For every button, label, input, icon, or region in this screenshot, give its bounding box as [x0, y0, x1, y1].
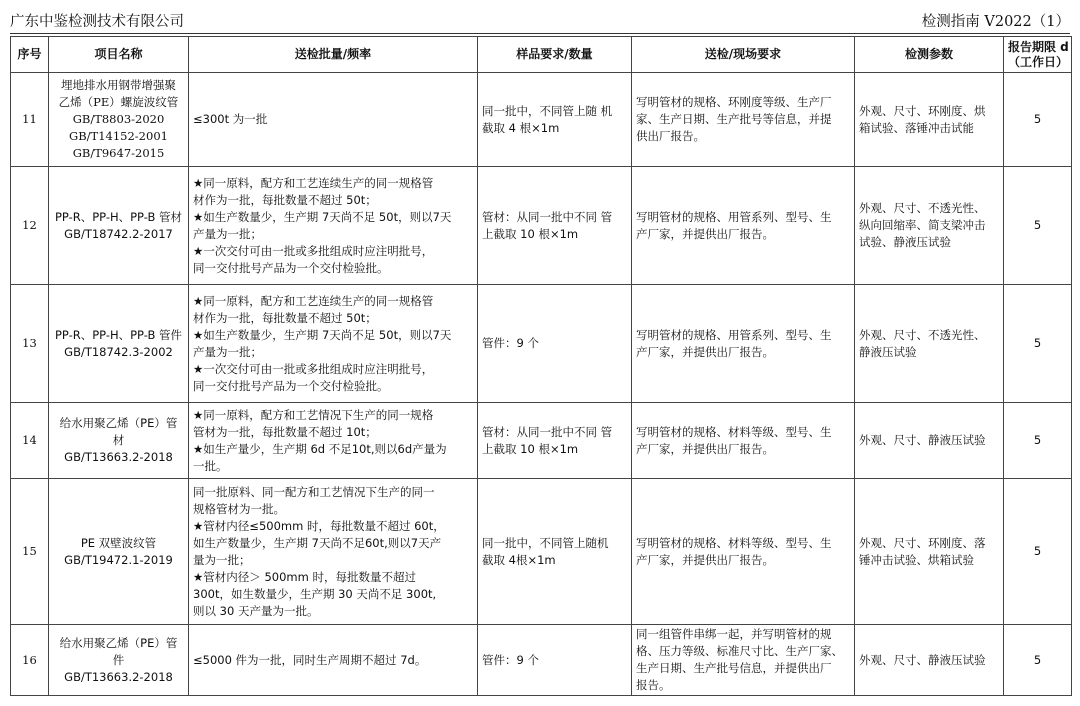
batch-frequency-line: ★同一原料，配方和工艺情况下生产的同一规格: [193, 407, 434, 422]
sample-requirement: [478, 73, 632, 167]
row-number: 13: [11, 285, 49, 403]
sample-requirement-line: 管件：9 个: [482, 652, 539, 667]
sample-requirement-line: 截取 4 根×1m: [482, 120, 560, 135]
submission-requirement: [632, 479, 855, 625]
table-row: [11, 73, 1072, 167]
test-parameters-line: 静液压试验: [859, 344, 917, 359]
batch-frequency-line: 如生产数量少，生产期 7天尚不足60t,则以7天产: [193, 535, 442, 550]
submission-requirement-line: 产厂家，并提供出厂报告。: [636, 344, 774, 359]
test-parameters-line: 纵向回缩率、简支梁冲击: [859, 218, 986, 232]
row-number: 16: [11, 625, 49, 696]
item-name-line: 件: [112, 652, 125, 667]
batch-frequency: [189, 285, 478, 403]
item-name: [49, 167, 189, 285]
sample-requirement-line: 管材：从同一批中不同 管: [482, 209, 613, 224]
item-name-line: 给水用聚乙烯（PE）管: [59, 416, 178, 430]
batch-frequency-line: ≤300t 为一批: [193, 112, 268, 126]
table-header-row: [11, 37, 1072, 73]
test-parameters: [855, 167, 1004, 285]
test-parameters: [855, 479, 1004, 625]
submission-requirement-line: 家、生产日期、生产批号等信息，并提: [636, 112, 832, 126]
item-name: [49, 403, 189, 479]
item-name-line: PP-R、PP-H、PP-B 管件: [54, 327, 183, 342]
test-parameters-line: 外观、尺寸、静液压试验: [859, 433, 986, 447]
inspection-table: [10, 36, 1072, 696]
row-number: 11: [11, 73, 49, 167]
col-header-days: 报告期限 d （工作日）: [1004, 37, 1072, 73]
submission-requirement-line: 产厂家，并提供出厂报告。: [636, 441, 774, 456]
batch-frequency: [189, 625, 478, 696]
batch-frequency-line: 300t，如生数量少，生产期 30 天尚不足 300t,: [193, 586, 437, 601]
submission-requirement-line: 写明管材的规格、环刚度等级、生产厂: [636, 95, 832, 109]
batch-frequency-line: 同一交付批号产品为一个交付检验批。: [193, 260, 389, 275]
batch-frequency-line: ★一次交付可由一批或多批组成时应注明批号，: [193, 361, 434, 376]
batch-frequency-line: 材作为一批，每批数量不超过 50t；: [193, 192, 377, 207]
submission-requirement-line: 写明管材的规格、用管系列、型号、生: [636, 209, 832, 224]
item-name: [49, 479, 189, 625]
sample-requirement-line: 同一批中，不同管上随机: [482, 535, 609, 550]
batch-frequency-line: 一批。: [193, 458, 228, 473]
row-number: 14: [11, 403, 49, 479]
item-name-line: GB/T13663.2-2018: [64, 669, 173, 684]
item-name-line: GB/T9647-2015: [72, 146, 165, 160]
submission-requirement-line: 产厂家，并提供出厂报告。: [636, 552, 774, 567]
item-name-line: PP-R、PP-H、PP-B 管材: [54, 209, 183, 224]
batch-frequency-line: 产量为一批；: [193, 226, 262, 241]
table-row: [11, 403, 1072, 479]
item-name-line: GB/T18742.2-2017: [64, 226, 173, 241]
col-header-no: 序号: [11, 37, 49, 73]
submission-requirement-line: 供出厂报告。: [636, 129, 705, 143]
guide-version: 检测指南 V2022（1）: [921, 14, 1070, 30]
sample-requirement: [478, 479, 632, 625]
table-row: [11, 479, 1072, 625]
table-row: [11, 625, 1072, 696]
sample-requirement: [478, 403, 632, 479]
batch-frequency: [189, 73, 478, 167]
batch-frequency-line: ★如生产数量少，生产期 7天尚不足 50t，则以7天: [193, 327, 452, 342]
report-days: 5: [1004, 285, 1072, 403]
table-row: [11, 167, 1072, 285]
test-parameters-line: 外观、尺寸、不透光性、: [859, 327, 986, 342]
test-parameters-line: 箱试验、落锤冲击试能: [859, 120, 974, 135]
item-name-line: PE 双壁波纹管: [80, 535, 157, 550]
test-parameters-line: 外观、尺寸、环刚度、落: [859, 535, 986, 550]
batch-frequency-line: 材作为一批，每批数量不超过 50t；: [193, 310, 377, 325]
submission-requirement-line: 写明管材的规格、用管系列、型号、生: [636, 327, 832, 342]
col-header-params: 检测参数: [855, 37, 1004, 73]
col-header-sample: 样品要求/数量: [478, 37, 632, 73]
submission-requirement: [632, 625, 855, 696]
col-header-batch: 送检批量/频率: [189, 37, 478, 73]
batch-frequency-line: ★如生产量少，生产期 6d 不足10t,则以6d产量为: [193, 441, 447, 456]
item-name-line: 乙烯（PE）螺旋波纹管: [58, 95, 179, 109]
batch-frequency-line: 同一交付批号产品为一个交付检验批。: [193, 378, 389, 393]
report-days: 5: [1004, 625, 1072, 696]
report-days: 5: [1004, 73, 1072, 167]
test-parameters-line: 外观、尺寸、环刚度、烘: [859, 103, 986, 118]
test-parameters: [855, 403, 1004, 479]
sample-requirement-line: 截取 4根×1m: [482, 552, 556, 567]
submission-requirement-line: 产厂家，并提供出厂报告。: [636, 226, 774, 241]
submission-requirement-line: 报告。: [636, 678, 671, 692]
submission-requirement-line: 生产日期、生产批号信息，并提供出厂: [636, 661, 832, 675]
sample-requirement-line: 同一批中，不同管上随 机: [482, 103, 613, 118]
batch-frequency-line: ★管材内径≤500mm 时，每批数量不超过 60t，: [193, 518, 445, 533]
batch-frequency-line: 管材为一批，每批数量不超过 10t；: [193, 424, 377, 439]
report-days: 5: [1004, 167, 1072, 285]
sample-requirement-line: 管件：9 个: [482, 336, 539, 350]
batch-frequency-line: ≤5000 件为一批，同时生产周期不超过 7d。: [193, 652, 427, 667]
row-number: 12: [11, 167, 49, 285]
submission-requirement: [632, 403, 855, 479]
test-parameters-line: 试验、静液压试验: [859, 235, 951, 249]
batch-frequency: [189, 167, 478, 285]
batch-frequency-line: ★一次交付可由一批或多批组成时应注明批号，: [193, 243, 434, 258]
test-parameters: [855, 625, 1004, 696]
submission-requirement-line: 写明管材的规格、材料等级、型号、生: [636, 535, 832, 550]
sample-requirement: [478, 167, 632, 285]
row-number: 15: [11, 479, 49, 625]
batch-frequency-line: ★同一原料，配方和工艺连续生产的同一规格管: [193, 175, 434, 190]
batch-frequency-line: 则以 30 天产量为一批。: [193, 603, 319, 618]
item-name-line: GB/T18742.3-2002: [64, 344, 173, 359]
item-name-line: GB/T8803-2020: [72, 112, 165, 126]
submission-requirement: [632, 73, 855, 167]
item-name-line: 埋地排水用钢带增强聚: [61, 78, 176, 92]
batch-frequency-line: 产量为一批；: [193, 344, 262, 359]
report-days: 5: [1004, 479, 1072, 625]
test-parameters: [855, 73, 1004, 167]
batch-frequency-line: 规格管材为一批。: [193, 501, 285, 516]
test-parameters-line: 锤冲击试验、烘箱试验: [859, 552, 974, 567]
item-name: [49, 73, 189, 167]
item-name-line: 材: [112, 433, 125, 447]
batch-frequency-line: ★如生产数量少，生产期 7天尚不足 50t，则以7天: [193, 209, 452, 224]
item-name-line: GB/T14152-2001: [69, 129, 168, 143]
item-name: [49, 285, 189, 403]
submission-requirement: [632, 285, 855, 403]
item-name-line: GB/T13663.2-2018: [64, 450, 173, 464]
batch-frequency-line: 同一批原料、同一配方和工艺情况下生产的同一: [193, 484, 435, 499]
sample-requirement-line: 管材：从同一批中不同 管: [482, 424, 613, 439]
sample-requirement: [478, 285, 632, 403]
sample-requirement-line: 上截取 10 根×1m: [482, 226, 579, 241]
submission-requirement: [632, 167, 855, 285]
page-header: [10, 9, 1070, 34]
company-name: 广东中鉴检测技术有限公司: [10, 14, 184, 30]
col-header-name: 项目名称: [49, 37, 189, 73]
col-header-requirements: 送检/现场要求: [632, 37, 855, 73]
batch-frequency-line: ★同一原料，配方和工艺连续生产的同一规格管: [193, 293, 434, 308]
test-parameters-line: 外观、尺寸、不透光性、: [859, 201, 986, 215]
submission-requirement-line: 同一组管件串绑一起，并写明管材的规: [636, 627, 832, 641]
report-days: 5: [1004, 403, 1072, 479]
item-name-line: GB/T19472.1-2019: [64, 552, 173, 567]
batch-frequency-line: ★管材内径＞ 500mm 时，每批数量不超过: [193, 569, 416, 584]
test-parameters-line: 外观、尺寸、静液压试验: [859, 652, 986, 667]
item-name: [49, 625, 189, 696]
submission-requirement-line: 格、压力等级、标准尺寸比、生产厂家、: [636, 644, 843, 658]
item-name-line: 给水用聚乙烯（PE）管: [59, 635, 178, 650]
sample-requirement-line: 上截取 10 根×1m: [482, 441, 579, 456]
batch-frequency: [189, 479, 478, 625]
batch-frequency-line: 量为一批；: [193, 552, 251, 567]
batch-frequency: [189, 403, 478, 479]
test-parameters: [855, 285, 1004, 403]
table-row: [11, 285, 1072, 403]
submission-requirement-line: 写明管材的规格、材料等级、型号、生: [636, 424, 832, 439]
sample-requirement: [478, 625, 632, 696]
